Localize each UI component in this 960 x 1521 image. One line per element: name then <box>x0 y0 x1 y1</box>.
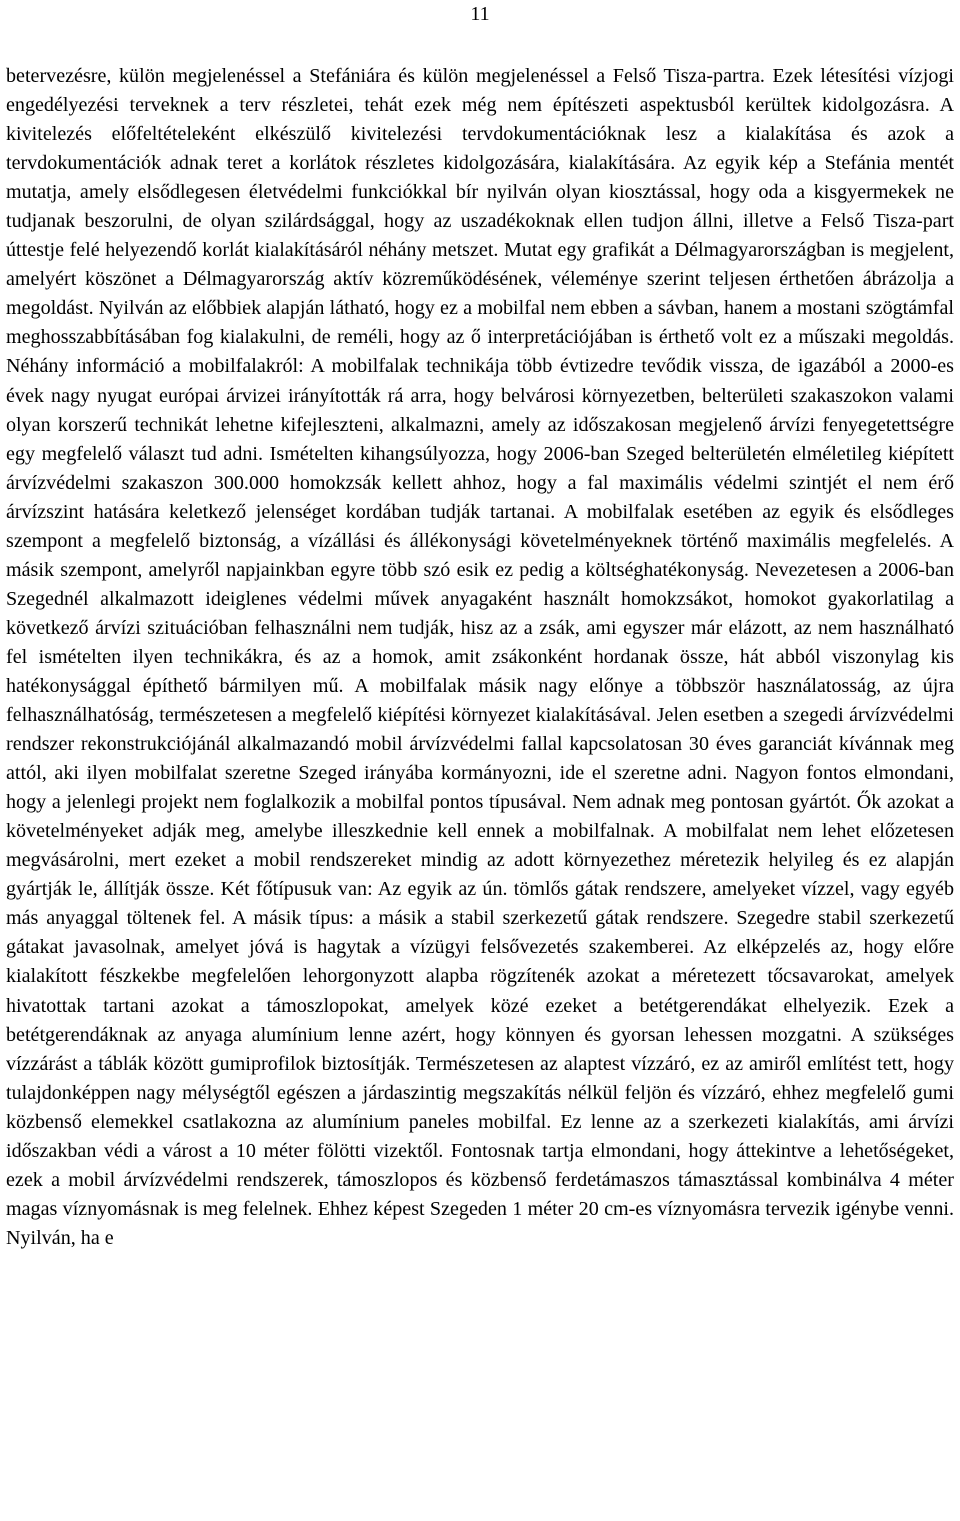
body-paragraph: betervezésre, külön megjelenéssel a Stefániára és külön megjelenéssel a Felső Tisza-partra. Ezek létesítési vízjogi engedélyezési terveknek a terv részletei, tehát ezek még nem építészeti aspektusból kerültek kidolgozásra. A kivitelezés előfeltételeként elkészülő kivitelezési tervdokumentációknak lesz a kialakítása és azok a tervdokumentációk adnak teret a korlátok részletes kidolgozására, kialakítására. Az egyik kép a Stefánia mentét mutatja, amely elsődlegesen életvédelmi funkciókkal bír nyilván olyan kiosztással, hogy oda a kisgyermekek ne tudjanak beszorulni, de olyan szilárdsággal, hogy az uszadékoknak ellen tudjon állni, illetve a Felső Tisza-part úttestje felé helyezendő korlát kialakításáról néhány metszet. Mutat egy grafikát a Délmagyarországban is megjelent, amelyért köszönet a Délmagyarország aktív közreműködésének, véleménye szerint teljesen érthetően ábrázolja a megoldást. Nyilván az előbbiek alapján látható, hogy ez a mobilfal nem ebben a sávban, hanem a mostani szögtámfal meghosszabbításában fog kialakulni, de reméli, hogy az ő interpretációjában is érthető volt ez a műszaki megoldás. Néhány információ a mobilfalakról: A mobilfalak technikája több évtizedre tevődik vissza, de igazából a 2000-es évek nagy nyugat európai árvizei irányították rá arra, hogy belvárosi környezetben, belterületi szakaszokon valami olyan korszerű technikát lehetne kifejleszteni, alkalmazni, amely az időszakosan megjelenő árvízi fenyegetettségre egy megfelelő választ tud adni. Ismételten kihangsúlyozza, hogy 2006-ban Szeged belterületén elméletileg kiépített árvízvédelmi szakaszon 300.000 homokzsák kellett ahhoz, hogy a fal maximális védelmi szintjét el nem érő árvízszint hatására keletkező jelenséget kordában tudják tartanai. A mobilfalak esetében az egyik és elsődleges szempont a megfelelő biztonság, a vízállási és állékonysági követelményeknek történő maximális megfelelés. A másik szempont, amelyről napjainkban egyre több szó esik ez pedig a költséghatékonyság. Nevezetesen a 2006-ban Szegednél alkalmazott ideiglenes védelmi művek anyagaként használt homokzsákot, homokot gyakorlatilag a következő árvízi szituációban felhasználni nem tudják, hisz az a zsák, ami egyszer már elázott, az nem használható fel ismételten ilyen technikákra, és az a homok, amit zsákonként hordanak össze, hát abból viszonylag kis hatékonysággal építhető bármilyen mű. A mobilfalak másik nagy előnye a többször használatosság, az újra felhasználhatóság, természetesen a megfelelő kiépítési környezet kialakításával. Jelen esetben a szegedi árvízvédelmi rendszer rekonstrukciójánál alkalmazandó mobil árvízvédelmi fallal kapcsolatosan 30 éves garanciát kívánnak meg attól, aki ilyen mobilfalat szeretne Szeged irányába kormányozni, ide el szeretne adni. Nagyon fontos elmondani, hogy a jelenlegi projekt nem foglalkozik a mobilfal pontos típusával. Nem adnak meg pontosan gyártót. Ők azokat a követelményeket adják meg, amelybe illeszkednie kell ennek a mobilfalnak. A mobilfalat nem lehet előzetesen megvásárolni, mert ezeket a mobil rendszereket mindig az adott környezethez méretezik helyileg és ez alapján gyártják le, állítják össze. Két főtípusuk van: Az egyik az ún. tömlős gátak rendszere, amelyeket vízzel, vagy egyéb más anyaggal töltenek fel. A másik típus: a másik a stabil szerkezetű gátak rendszere. Szegedre stabil szerkezetű gátakat javasolnak, amelyet jóvá is hagytak a vízügyi felsővezetés szakemberei. Az elképzelés az, hogy előre kialakított fészkekbe megfelelően lehorgonyzott alapba rögzítenék azokat a méretezett tőcsavarokat, amelyek hivatottak tartani azokat a támoszlopokat, amelyek közé ezeket a betétgerendákat elhelyezik. Ezek a betétgerendáknak az anyaga alumínium lenne azért, hogy könnyen és gyorsan lehessen mozgatni. A szükséges vízzárást a táblák között gumiprofilok biztosítják. Természetesen az alaptest vízzáró, ez az amiről említést tett, hogy tulajdonképpen nagy mélységtől egészen a járdaszintig megszakítás nélkül feljön és vízzáró, ehhez megfelelő gumi közbenső elemekkel csatlakozna az alumínium paneles mobilfal. Ez lenne az a szerkezeti kialakítás, ami árvízi időszakban védi a várost a 10 méter fölötti vizektől. Fontosnak tartja elmondani, hogy áttekintve a lehetőségeket, ezek a mobil árvízvédelmi rendszerek, támoszlopos és közbenső ferdetámaszos támasztással kombinálva 4 méter magas víznyomásnak is meg felelnek. Ehhez képest Szegeden 1 méter 20 cm-es víznyomásra tervezik igénybe venni. Nyilván, ha e <box>6 65 954 1249</box>
page-number: 11 <box>470 3 490 25</box>
